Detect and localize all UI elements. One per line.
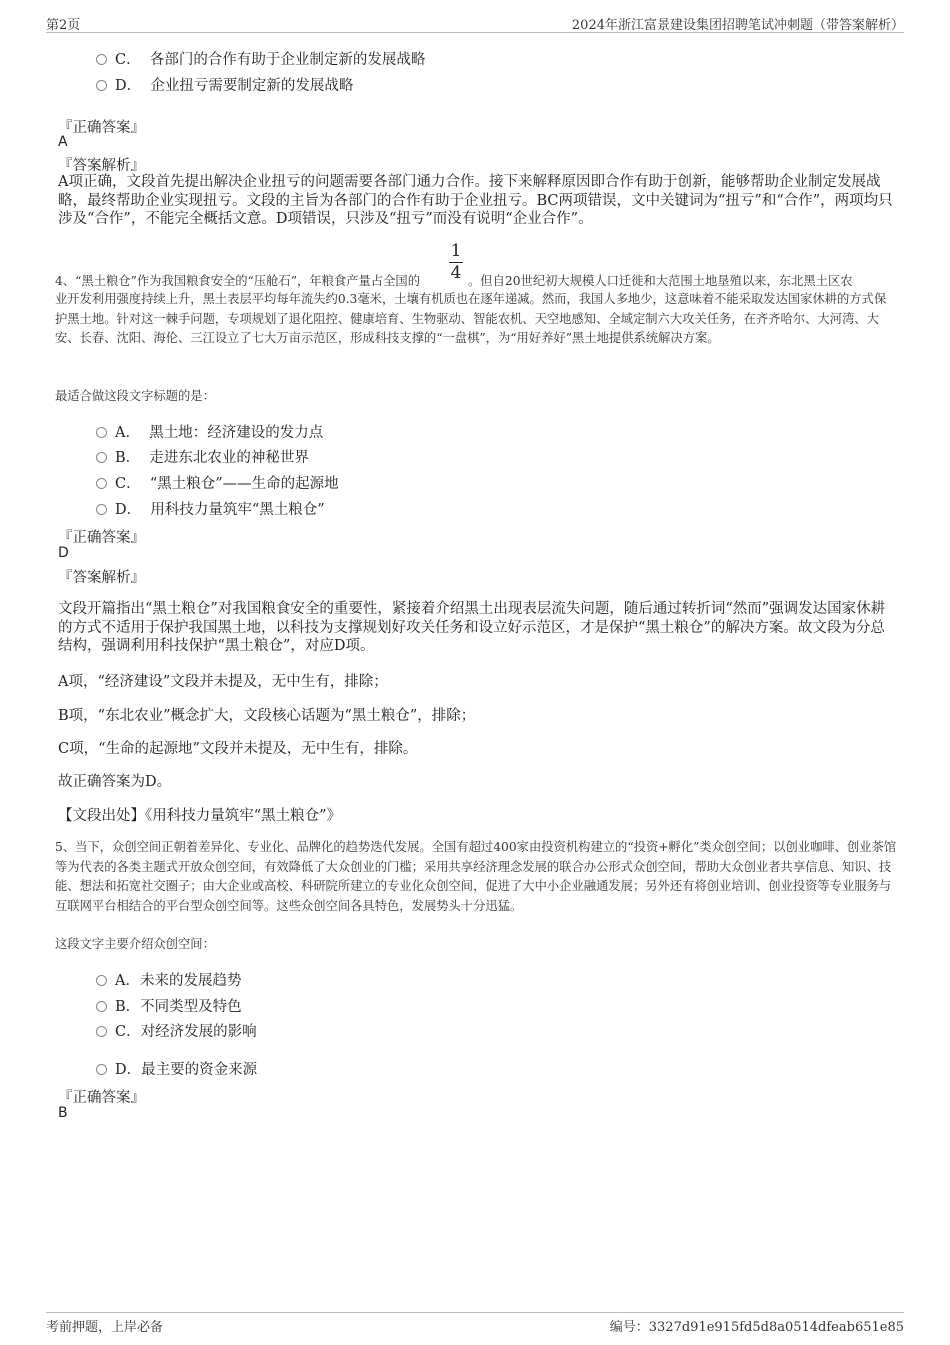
q5-option-d[interactable]: D．最主要的资金来源 [96,1058,257,1079]
radio-icon[interactable] [96,1064,107,1075]
page-number: 第2页 [46,18,81,33]
q4-option-c[interactable]: C． “黑土粮仓”——生命的起源地 [96,472,339,493]
radio-icon[interactable] [96,54,107,65]
q3-option-c[interactable]: C． 各部门的合作有助于企业制定新的发展战略 [96,48,425,69]
q5-question: 这段文字主要介绍众创空间： [55,937,215,951]
radio-icon[interactable] [96,504,107,515]
q4-option-b[interactable]: B． 走进东北农业的神秘世界 [96,446,309,467]
q3-explain-label: 『答案解析』 [58,158,145,174]
q5-answer-label: 『正确答案』 [58,1090,145,1106]
radio-icon[interactable] [96,478,107,489]
q4-explain-label: 『答案解析』 [58,570,145,586]
q3-explanation: A项正确，文段首先提出解决企业扭亏的问题需要各部门通力合作。接下来解释原因即合作有助于创新，能够帮助企业制定发展战略，最终帮助企业实现扭亏。文段的主旨为各部门的合作有助于企业扭亏。BC两项错误，文中关键词为“扭亏”和“合作”，两项均只涉及“合作”，不能完全概括文意。D项错误，只涉及“扭亏”而没有说明“企业合作”。 [58,174,893,227]
radio-icon[interactable] [96,1001,107,1012]
q4-note-b: B项，“东北农业”概念扩大，文段核心话题为“黑土粮仓”，排除； [58,708,476,724]
q3-option-d[interactable]: D． 企业扭亏需要制定新的发展战略 [96,74,353,95]
q4-note-c: C项，“生命的起源地”文段并未提及，无中生有，排除。 [58,741,418,757]
q5-option-c[interactable]: C．对经济发展的影响 [96,1020,257,1041]
q4-conclusion: 故正确答案为D。 [58,774,172,790]
q4-stem-line1-cont: 。但自20世纪初大规模人口迁徙和大范围土地垦殖以来，东北黑土区农 [468,274,853,288]
q4-fraction: 1 4 [450,241,462,283]
footer-slogan: 考前押题，上岸必备 [46,1320,164,1335]
page-header [46,12,904,33]
radio-icon[interactable] [96,427,107,438]
q4-question: 最适合做这段文字标题的是： [55,389,215,403]
q4-answer-label: 『正确答案』 [58,530,145,546]
q4-option-a[interactable]: A． 黑土地：经济建设的发力点 [96,421,323,442]
q4-option-d[interactable]: D． 用科技力量筑牢“黑土粮仓” [96,498,325,519]
radio-icon[interactable] [96,1026,107,1037]
q4-stem-line1: 4、“黑土粮仓”作为我国粮食安全的“压舱石”，年粮食产量占全国的 [55,274,420,288]
q5-stem: 5、当下，众创空间正朝着差异化、专业化、品牌化的趋势迭代发展。全国有超过400家由投资机构建立的“投资+孵化”类众创空间；以创业咖啡、创业茶馆等为代表的各类主题式开放众创空间，有效降低了大众创业的门槛；采用共享经济理念发展的联合办公形式众创空间，帮助大众创业者共享信息、知识、技能、想法和拓宽社交圈子；由大企业或高校、科研院所建立的专业化众创空间，促进了大中小企业融通发展；另外还有将创业培训、创业投资等专业服务与互联网平台相结合的平台型众创空间等。这些众创空间各具特色，发展势头十分迅猛。 [55,840,897,913]
q4-stem: 业开发利用强度持续上升，黑土表层平均每年流失约0.3毫米，土壤有机质也在逐年递减。然而，我国人多地少，这意味着不能采取发达国家休耕的方式保护黑土地。针对这一棘手问题，专项规划了退化阻控、健康培育、生物驱动、智能农机、天空地感知、全域定制六大攻关任务，在齐齐哈尔、大河湾、大安、长春、沈阳、海伦、三江设立了七大万亩示范区，形成科技支撑的“一盘棋”，为“用好养好”黑土地提供系统解决方案。 [55,292,887,345]
q3-answer-label: 『正确答案』 [58,120,145,136]
radio-icon[interactable] [96,975,107,986]
q4-note-a: A项，“经济建设”文段并未提及，无中生有，排除； [58,674,388,690]
page-footer [46,1312,904,1335]
q5-option-b[interactable]: B．不同类型及特色 [96,995,242,1016]
q5-option-a[interactable]: A．未来的发展趋势 [96,969,241,990]
radio-icon[interactable] [96,452,107,463]
document-title: 2024年浙江富景建设集团招聘笔试冲刺题（带答案解析） [571,18,904,33]
document-code: 编号：3327d91e915fd5d8a0514dfeab651e85 [609,1320,904,1335]
radio-icon[interactable] [96,80,107,91]
q5-answer: B [58,1105,68,1121]
q3-answer: A [58,134,68,150]
q4-explanation: 文段开篇指出“黑土粮仓”对我国粮食安全的重要性，紧接着介绍黑土出现表层流失问题，随后通过转折词“然而”强调发达国家休耕的方式不适用于保护我国黑土地，以科技为支撑规划好攻关任务和设立好示范区，才是保护“黑土粮仓”的解决方案。故文段为分总结构，强调利用科技保护“黑土粮仓”，对应D项。 [58,601,886,654]
q4-answer: D [58,545,69,561]
q4-source: 【文段出处】《用科技力量筑牢“黑土粮仓”》 [58,808,342,824]
